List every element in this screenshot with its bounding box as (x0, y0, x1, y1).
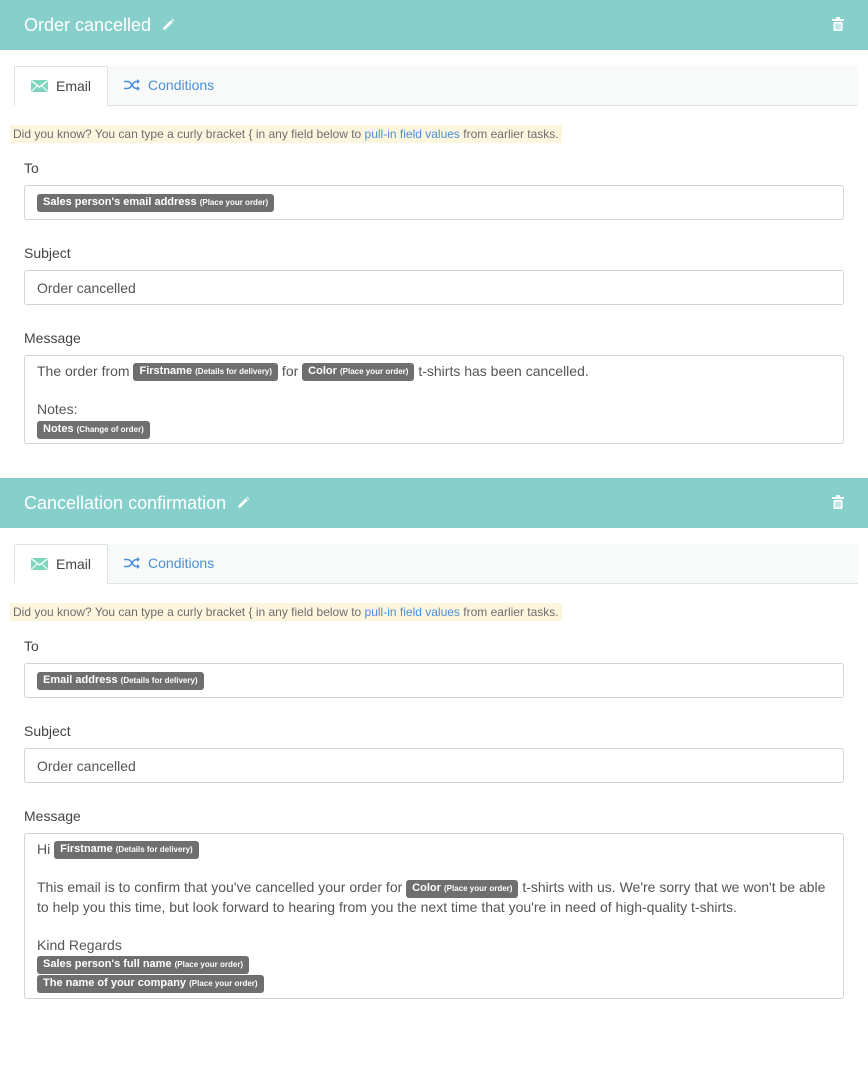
tab-email-label: Email (56, 78, 92, 94)
subject-label: Subject (24, 245, 71, 261)
message-text: The order from (37, 363, 134, 379)
email-section-order-cancelled (0, 0, 868, 444)
subject-input[interactable] (24, 748, 844, 783)
help-hint (10, 603, 562, 621)
field-tag[interactable] (37, 421, 150, 439)
tag-source: (Place your order) (339, 367, 409, 377)
section-header (0, 0, 868, 50)
message-label: Message (24, 330, 81, 346)
tab-conditions[interactable] (108, 543, 230, 583)
tag-name: Firstname (60, 843, 113, 856)
tab-conditions[interactable] (108, 65, 230, 105)
pencil-icon[interactable] (236, 496, 250, 510)
hint-text-after: from earlier tasks. (459, 127, 559, 141)
message-line (37, 840, 831, 859)
tag-source: (Place your order) (174, 959, 244, 969)
hint-text-before: Did you know? You can type a curly bracket { in any field below to (13, 127, 365, 141)
message-editor[interactable] (24, 355, 844, 444)
field-tag[interactable] (406, 880, 518, 898)
tag-source: (Place your order) (199, 197, 269, 207)
subject-input[interactable] (24, 270, 844, 305)
section-title: Cancellation confirmation (24, 492, 227, 513)
tag-name: Sales person's full name (43, 957, 172, 970)
shuffle-icon (124, 557, 140, 569)
section-header (0, 478, 868, 528)
tag-name: Color (412, 881, 441, 894)
to-field[interactable] (24, 663, 844, 698)
kind-regards-text: Kind Regards (37, 936, 122, 953)
tab-conditions-label: Conditions (148, 77, 215, 93)
field-tag[interactable] (37, 975, 264, 993)
message-text: Hi (37, 841, 55, 857)
envelope-icon (31, 558, 48, 570)
hint-text-before: Did you know? You can type a curly bracket { in any field below to (13, 605, 365, 619)
tag-name: Email address (43, 673, 118, 686)
field-tag[interactable] (133, 363, 278, 381)
tab-email[interactable] (14, 66, 108, 106)
to-field[interactable] (24, 185, 844, 220)
tag-source: (Details for delivery) (115, 845, 193, 855)
field-tag[interactable] (37, 672, 204, 690)
section-title: Order cancelled (24, 14, 152, 35)
field-tag[interactable] (54, 841, 199, 859)
subject-value: Order cancelled (37, 757, 136, 774)
tag-source: (Details for delivery) (195, 367, 273, 377)
pull-in-field-values-link[interactable]: pull-in field values (364, 605, 460, 619)
email-section-cancellation-confirmation (0, 478, 868, 999)
notes-label: Notes: (37, 401, 78, 418)
message-line (37, 362, 831, 381)
tab-email-label: Email (56, 556, 92, 572)
tag-name: Firstname (139, 365, 193, 378)
message-text: t-shirts has been cancelled. (414, 363, 589, 379)
help-hint (10, 125, 562, 143)
tag-name: The name of your company (43, 977, 187, 990)
message-text: t-shirts with us. We're sorry that we won't be able to help you this time, but look forward to hearing from you the next time that you're in need of high-quality t-shirts. (37, 879, 826, 915)
tag-name: Color (308, 365, 337, 378)
shuffle-icon (124, 79, 140, 91)
to-label: To (24, 638, 39, 654)
message-label: Message (24, 808, 81, 824)
field-tag[interactable] (37, 194, 274, 212)
tag-source: (Place your order) (189, 979, 258, 989)
subject-value: Order cancelled (37, 279, 136, 296)
tab-bar (14, 66, 858, 106)
hint-text-after: from earlier tasks. (459, 605, 559, 619)
trash-icon[interactable] (832, 17, 844, 31)
message-editor[interactable] (24, 833, 844, 999)
trash-icon[interactable] (832, 495, 844, 509)
tag-name: Notes (43, 422, 74, 435)
field-tag[interactable] (37, 956, 249, 974)
tag-source: (Change of order) (76, 424, 144, 434)
message-paragraph (37, 878, 831, 916)
tag-source: (Place your order) (443, 883, 513, 893)
message-text: This email is to confirm that you've cancelled your order for (37, 879, 407, 896)
tag-name: Sales person's email address (43, 195, 197, 208)
tab-email[interactable] (14, 544, 108, 584)
field-tag[interactable] (302, 363, 414, 381)
pull-in-field-values-link[interactable]: pull-in field values (364, 127, 460, 141)
message-text: for (278, 363, 303, 379)
pencil-icon[interactable] (161, 18, 175, 32)
to-label: To (24, 160, 39, 176)
tag-source: (Details for delivery) (120, 675, 198, 685)
subject-label: Subject (24, 723, 71, 739)
envelope-icon (31, 80, 48, 92)
tab-conditions-label: Conditions (148, 555, 215, 571)
tab-bar (14, 544, 858, 584)
